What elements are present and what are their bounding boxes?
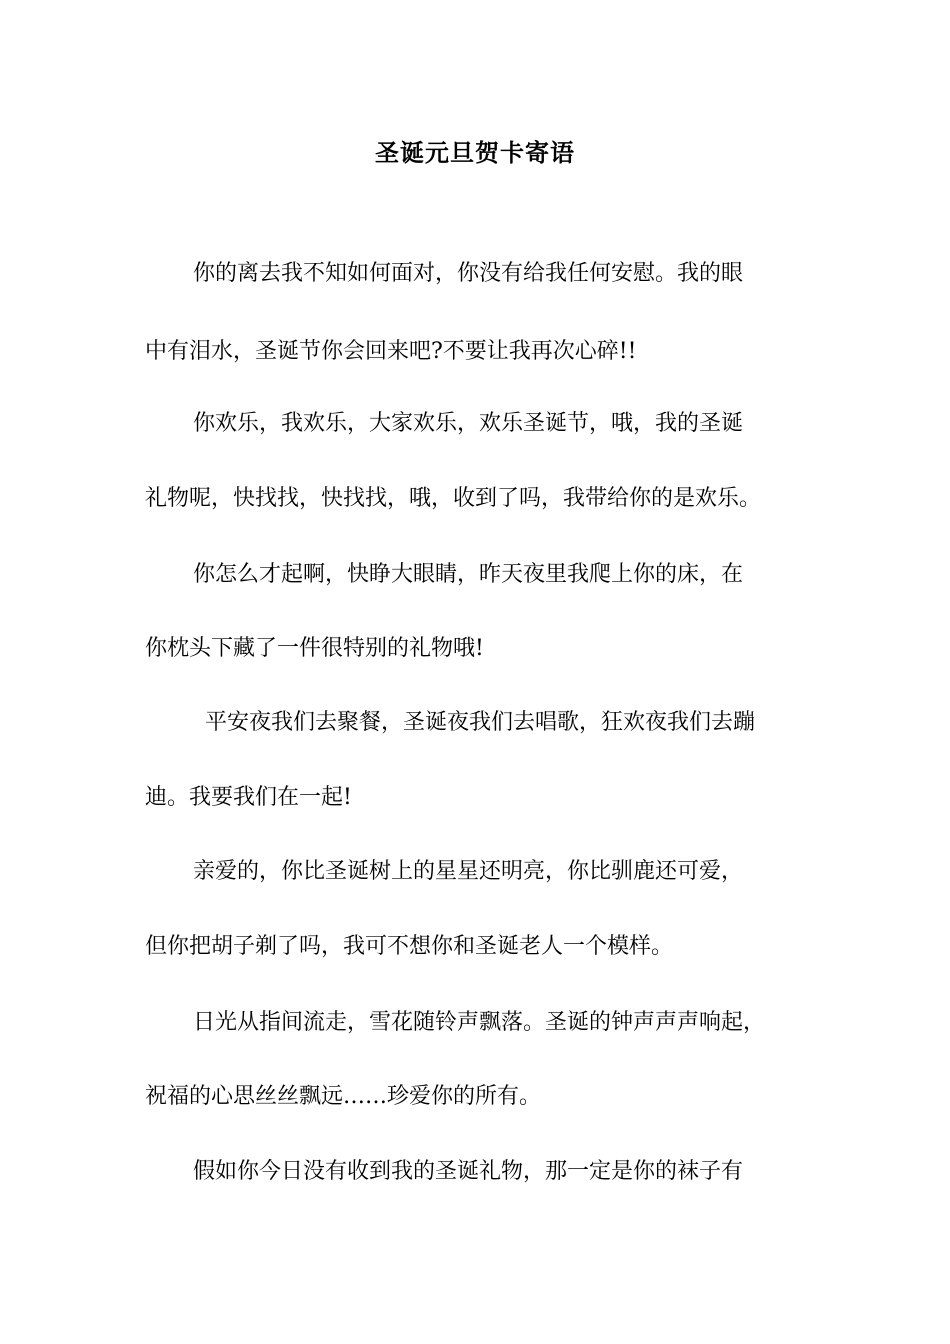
paragraph-line: 迪。我要我们在一起! (145, 785, 352, 810)
paragraph-line: 中有泪水，圣诞节你会回来吧?不要让我再次心碎!! (145, 339, 637, 364)
paragraph-line: 你枕头下藏了一件很特别的礼物哦! (145, 636, 484, 661)
paragraph-line: 平安夜我们去聚餐，圣诞夜我们去唱歌，狂欢夜我们去蹦 (205, 710, 756, 735)
paragraph-line: 亲爱的，你比圣诞树上的星星还明亮，你比驯鹿还可爱， (193, 859, 744, 884)
paragraph-line: 假如你今日没有收到我的圣诞礼物，那一定是你的袜子有 (193, 1159, 744, 1184)
paragraph-line: 你欢乐，我欢乐，大家欢乐，欢乐圣诞节，哦，我的圣诞 (193, 411, 744, 436)
paragraph-line: 礼物呢，快找找，快找找，哦，收到了吗，我带给你的是欢乐。 (145, 486, 762, 511)
paragraph-line: 祝福的心思丝丝飘远……珍爱你的所有。 (145, 1084, 542, 1109)
document-title: 圣诞元旦贺卡寄语 (375, 138, 575, 167)
paragraph-line: 日光从指间流走，雪花随铃声飘落。圣诞的钟声声声响起， (193, 1010, 766, 1035)
paragraph-line: 但你把胡子剃了吗，我可不想你和圣诞老人一个模样。 (145, 934, 674, 959)
paragraph-line: 你的离去我不知如何面对，你没有给我任何安慰。我的眼 (193, 261, 744, 286)
paragraph-line: 你怎么才起啊，快睁大眼睛，昨天夜里我爬上你的床，在 (193, 562, 744, 587)
